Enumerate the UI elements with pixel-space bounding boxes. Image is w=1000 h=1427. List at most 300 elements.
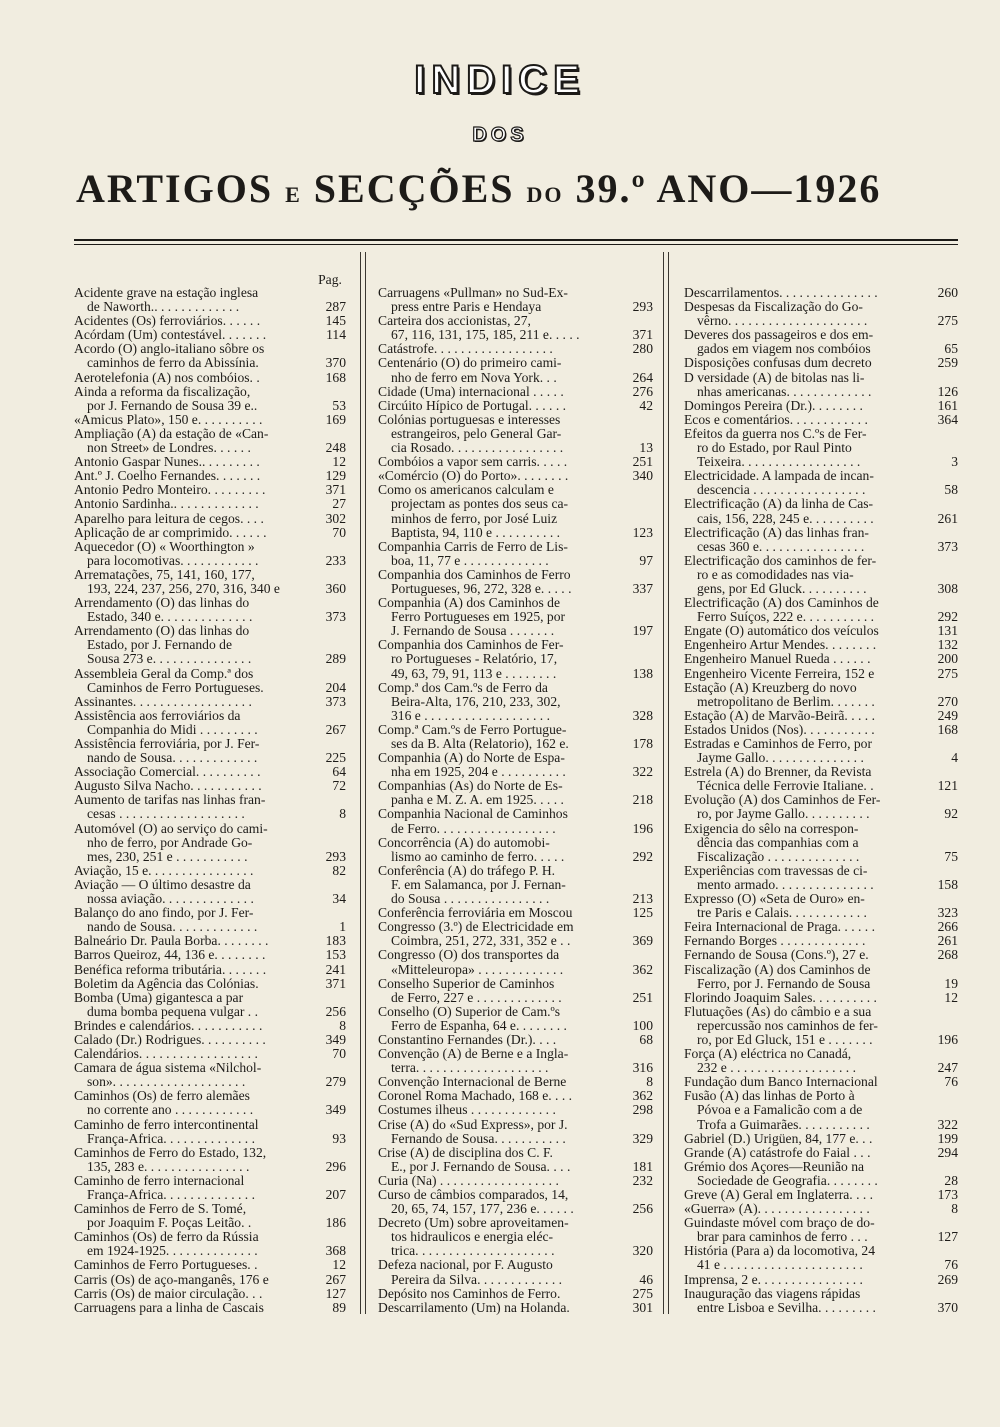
index-entry [378,1075,653,1089]
entry-title [378,864,619,906]
index-entry [74,596,346,624]
entry-line: Fernando de Sousa (Cons.º), 27 e. [684,947,869,963]
index-entry [378,568,653,596]
entry-title [684,934,924,948]
entry-title [74,864,312,878]
entry-page-number: 127 [325,1285,346,1301]
heading-artigos: ARTIGOS [76,166,274,211]
entry-line: Acordo (O) anglo-italiano sôbre os [74,341,265,357]
entry-title [378,1146,619,1174]
entry-page-number: 267 [325,1271,346,1287]
index-entry [684,526,958,554]
entry-line: D versidade (A) de bitolas nas li- [684,369,865,385]
entry-page-number: 114 [326,327,346,343]
entry-title [684,723,924,737]
entry-title [74,977,312,991]
entry-line: Barros Queiroz, 44, 136 e. . . . . . . . [74,947,266,963]
entry-line: Cidade (Uma) internacional . . . . . [378,383,564,399]
index-entry [378,1146,653,1174]
index-entry [378,356,653,384]
entry-line: ro do Estado, por Raul Pinto [697,440,852,456]
entry-page-number: 268 [937,947,958,963]
entry-line: Crise (A) do «Sud Express», por J. [378,1116,568,1132]
entry-title [74,596,312,624]
entry-line: Bomba (Uma) gigantesca a par [74,989,244,1005]
entry-title [684,596,924,624]
index-entry [74,779,346,793]
entry-line: Greve (A) Geral em Inglaterra. . . . [684,1187,874,1202]
entry-page-number: 316 [632,1060,653,1076]
entry-line: Aumento de tarifas nas linhas fran- [74,792,266,808]
entry-title [684,399,924,413]
entry-title [74,737,312,765]
entry-page-number: 168 [325,369,346,385]
entry-line: Engate (O) automático dos veículos [684,623,879,639]
entry-line: Companhia Nacional de Caminhos [378,806,568,822]
index-entry [378,1188,653,1216]
entry-line: de Naworth.. . . . . . . . . . . . . [87,299,240,315]
entry-page-number: 364 [937,411,958,427]
entry-title [74,1287,312,1301]
entry-line: Domingos Pereira (Dr.). . . . . . . . [684,397,863,413]
entry-title [378,1118,619,1146]
entry-line: Electricidade. A lampada de incan- [684,468,874,484]
entry-line: Costumes ilheus . . . . . . . . . . . . . [378,1102,556,1118]
entry-page-number: 275 [937,665,958,681]
entry-title [74,469,312,483]
entry-title [74,1301,312,1315]
entry-title [684,1216,924,1244]
entry-title [74,1061,312,1089]
entry-title [74,526,312,540]
entry-page-number: 138 [632,665,653,681]
entry-line: metropolitano de Berlim. . . . . . . [697,693,875,709]
entry-page-number: 131 [937,623,958,639]
entry-page-number: 373 [325,693,346,709]
entry-title [684,624,924,638]
index-entry [684,596,958,624]
entry-page-number: 371 [325,482,346,498]
entry-line: Convenção (A) de Berne e a Ingla- [378,1046,569,1062]
entry-page-number: 322 [632,764,653,780]
entry-line: Ferro de Espanha, 64 e. . . . . . . . [391,1017,567,1033]
entry-line: Engenheiro Vicente Ferreira, 152 e [684,665,875,681]
entry-title [74,286,312,314]
entry-title [378,906,619,920]
entry-line: projectam as pontes dos seus ca- [391,496,569,512]
entry-line: Electrificação (A) dos Caminhos de [684,595,879,611]
entry-title [378,1089,619,1103]
entry-title [378,342,619,356]
entry-line: Ant.º J. Coelho Fernandes. . . . . . . [74,468,261,484]
entry-title [684,526,924,554]
entry-line: Aviação, 15 e. . . . . . . . . . . . . . . . [74,862,254,878]
entry-line: Inauguração das viagens rápidas [684,1285,861,1301]
entry-line: Camara de água sistema «Nilchol- [74,1060,262,1076]
entry-line: Evolução (A) dos Caminhos de Fer- [684,792,881,808]
entry-title [684,413,924,427]
entry-title [74,624,312,666]
entry-title [684,356,924,370]
index-entry [684,681,958,709]
index-entry [378,864,653,906]
entry-line: Acidente grave na estação inglesa [74,285,259,300]
entry-page-number: 256 [325,1003,346,1019]
entry-line: Imprensa, 2 e. . . . . . . . . . . . . . . . [684,1271,863,1287]
entry-line: trica. . . . . . . . . . . . . . . . . . . . . [391,1243,555,1259]
entry-title [74,1258,312,1272]
entry-line: nho de ferro, por Andrade Go- [87,834,253,850]
entry-page-number: 173 [937,1187,958,1202]
entry-line: 41 e . . . . . . . . . . . . . . . . . . . . . [697,1257,863,1273]
entry-line: Carris (Os) de aço-manganês, 176 e [74,1271,269,1287]
entry-line: Curia (Na) . . . . . . . . . . . . . . . . . . [378,1172,559,1188]
index-entry [684,822,958,864]
index-entry [74,793,346,821]
index-entry [684,1273,958,1287]
entry-line: «Mitteleuropa» . . . . . . . . . . . . . [391,961,564,977]
index-entry [684,371,958,399]
entry-page-number: 70 [332,524,346,540]
entry-title [378,413,619,455]
entry-line: nho de ferro em Nova York. . . [391,369,557,385]
entry-title [684,371,924,399]
entry-title [378,1216,619,1258]
entry-page-number: 373 [325,609,346,625]
entry-line: Companhia dos Caminhos de Fer- [378,637,564,653]
entry-title [684,300,924,328]
index-column-1 [74,286,346,1315]
entry-line: terra. . . . . . . . . . . . . . . . . . . . [391,1060,549,1076]
entry-page-number: 323 [937,905,958,921]
entry-page-number: 4 [951,750,958,766]
entry-title [74,709,312,737]
entry-line: cais, 156, 228, 245 e. . . . . . . . . . [697,510,874,526]
entry-title [378,807,619,835]
header-rule-thin [74,244,958,245]
entry-line: J. Fernando de Sousa . . . . . . . [391,623,555,639]
entry-title [378,920,619,948]
index-entry [378,1033,653,1047]
entry-title [378,540,619,568]
entry-title [684,652,924,666]
index-entry [74,1146,346,1174]
entry-title [378,385,619,399]
entry-line: nha em 1925, 204 e . . . . . . . . . . [391,764,566,780]
entry-line: «Guerra» (A). . . . . . . . . . . . . . . . . [684,1201,870,1217]
entry-page-number: 89 [332,1299,346,1315]
entry-page-number: 308 [937,580,958,596]
entry-line: Comp.ª dos Cam.ºs de Ferro da [378,679,548,695]
entry-title [378,1258,619,1286]
entry-line: «Comércio (O) do Porto». . . . . . . . [378,468,569,484]
entry-title [684,328,924,356]
entry-page-number: 362 [632,1088,653,1104]
entry-title [378,638,619,680]
entry-title [684,709,924,723]
entry-title [74,765,312,779]
entry-title [378,1033,619,1047]
entry-page-number: 287 [325,299,346,315]
entry-page-number: 276 [632,383,653,399]
index-entry [74,709,346,737]
entry-page-number: 251 [632,454,653,470]
entry-title [378,286,619,314]
entry-title [74,793,312,821]
entry-title [74,991,312,1019]
entry-title [74,413,312,427]
entry-line: Companhia (A) dos Caminhos de [378,595,560,611]
entry-line: Arrendamento (O) das linhas do [74,623,250,639]
entry-page-number: 213 [632,891,653,907]
entry-line: do Sousa . . . . . . . . . . . . . . . . [391,891,550,907]
entry-title [74,385,312,413]
entry-title [74,455,312,469]
entry-page-number: 181 [632,1158,653,1174]
entry-line: Calendários. . . . . . . . . . . . . . . . . . [74,1046,258,1062]
index-entry [684,1216,958,1244]
index-entry [684,286,958,300]
entry-title [684,554,924,596]
entry-title [684,864,924,892]
entry-line: História (Para a) da locomotiva, 24 [684,1243,876,1259]
index-entry [378,1301,653,1315]
entry-line: Aerotelefonia (A) nos combóios. . [74,369,260,385]
entry-line: F. em Salamanca, por J. Fernan- [391,876,566,892]
entry-title [74,934,312,948]
entry-page-number: 65 [944,341,958,357]
index-entry [74,977,346,991]
entry-line: Força (A) eléctrica no Canadá, [684,1046,852,1062]
entry-line: press entre Paris e Hendaya [391,299,542,315]
index-entry [684,554,958,596]
entry-page-number: 100 [632,1017,653,1033]
entry-line: Electrificação (A) das linhas fran- [684,524,869,540]
entry-line: Depósito nos Caminhos de Ferro. [378,1285,561,1301]
index-entry [684,1075,958,1089]
index-entry [378,920,653,948]
entry-page-number: 1 [339,919,346,935]
index-entry [684,1047,958,1075]
entry-title [378,1075,619,1089]
entry-page-number: 132 [937,637,958,653]
index-entry [378,342,653,356]
entry-title [684,1188,924,1202]
entry-title [378,1287,619,1301]
entry-line: non Street» de Londres. . . . . . [87,440,251,456]
entry-title [684,1202,924,1216]
entry-line: duma bomba pequena vulgar . . [87,1003,259,1019]
entry-line: Balanço do ano findo, por J. Fer- [74,905,254,921]
entry-line: Associação Comercial. . . . . . . . . . [74,764,261,780]
entry-line: Antonio Sardinha.. . . . . . . . . . . . . [74,496,259,512]
entry-line: Acórdam (Um) contestável. . . . . . . [74,327,267,343]
entry-line: Despesas da Fiscalização do Go- [684,299,863,315]
entry-page-number: 161 [937,397,958,413]
entry-title [74,371,312,385]
index-entry [684,948,958,962]
index-entry [74,455,346,469]
index-entry [378,751,653,779]
entry-line: caminhos de ferro da Abissínia. [87,355,259,371]
entry-title [684,1047,924,1075]
index-entry [378,469,653,483]
entry-line: Convenção Internacional de Berne [378,1074,567,1090]
entry-title [74,963,312,977]
entry-title [378,469,619,483]
entry-line: ro, por Jayme Gallo. . . . . . . . . . [697,806,870,822]
entry-line: Curso de câmbios comparados, 14, [378,1187,569,1202]
entry-page-number: 329 [632,1130,653,1146]
entry-title [74,906,312,934]
entry-line: dência das companhias com a [697,834,859,850]
entry-line: Conselho (O) Superior de Cam.ºs [378,1003,561,1019]
index-entry [74,695,346,709]
index-entry [74,1061,346,1089]
index-entry [378,836,653,864]
entry-page-number: 218 [632,792,653,808]
entry-title [74,948,312,962]
index-entry [378,314,653,342]
entry-page-number: 296 [325,1158,346,1174]
index-entry [378,1005,653,1033]
entry-page-number: 183 [325,933,346,949]
index-entry [74,737,346,765]
entry-line: Antonio Pedro Monteiro. . . . . . . . . [74,482,266,498]
entry-line: Companhia do Midi . . . . . . . . . [87,721,258,737]
entry-line: 20, 65, 74, 157, 177, 236 e. . . . . . [391,1201,574,1217]
entry-page-number: 58 [944,482,958,498]
index-entry [378,1103,653,1117]
index-entry [74,1202,346,1230]
index-entry [74,1301,346,1315]
index-entry [378,1174,653,1188]
index-title: INDICE [414,58,586,102]
entry-page-number: 12 [332,1257,346,1273]
entry-title [684,1244,924,1272]
entry-page-number: 97 [639,552,653,568]
entry-page-number: 53 [332,397,346,413]
entry-line: 135, 283 e. . . . . . . . . . . . . . . . [87,1158,250,1174]
index-entry [378,286,653,314]
entry-title [378,455,619,469]
entry-page-number: 204 [325,679,346,695]
entry-page-number: 248 [325,440,346,456]
entry-title [378,1103,619,1117]
index-entry [684,1202,958,1216]
entry-title [74,1047,312,1061]
entry-line: Congresso (3.º) de Electricidade em [378,919,574,935]
index-entry [74,314,346,328]
entry-page-number: 320 [632,1243,653,1259]
entry-page-number: 232 [632,1172,653,1188]
entry-line: Estradas e Caminhos de Ferro, por [684,736,873,751]
entry-title [684,1287,924,1315]
entry-title [378,596,619,638]
index-entry [684,991,958,1005]
entry-line: gens, por Ed Gluck. . . . . . . . . . [697,580,867,596]
entry-line: Teixeira. . . . . . . . . . . . . . . . . . [697,454,861,470]
entry-title [74,1019,312,1033]
index-entry [74,1174,346,1202]
index-entry [74,906,346,934]
entry-page-number: 293 [325,848,346,864]
entry-page-number: 125 [632,905,653,921]
entry-line: nando de Sousa. . . . . . . . . . . . . [87,919,258,935]
entry-title [378,314,619,342]
entry-page-number: 241 [325,961,346,977]
entry-page-number: 225 [325,750,346,766]
index-entry [378,483,653,539]
entry-line: Grande (A) catástrofe do Faial . . . [684,1144,871,1160]
entry-line: Estado, por J. Fernando de [87,637,232,653]
entry-page-number: 261 [937,933,958,949]
entry-page-number: 301 [632,1299,653,1315]
index-entry [378,906,653,920]
header-rule [74,239,958,241]
entry-line: Calado (Dr.) Rodrigues. . . . . . . . . . [74,1031,266,1047]
entry-title [684,427,924,469]
index-entry [74,1019,346,1033]
index-entry [684,356,958,370]
entry-line: Exigencia do sêlo na correspon- [684,820,859,836]
index-entry [74,427,346,455]
entry-line: Automóvel (O) ao serviço do cami- [74,820,268,836]
entry-page-number: 298 [632,1102,653,1118]
entry-page-number: 247 [937,1060,958,1076]
entry-line: Caminhos (Os) de ferro da Rússia [74,1229,259,1245]
entry-line: 49, 63, 79, 91, 113 e . . . . . . . . [391,665,557,681]
entry-line: Comp.ª Cam.ºs de Ferro Portugue- [378,721,567,737]
index-entry [378,596,653,638]
entry-page-number: 349 [325,1102,346,1118]
entry-line: Fiscalização . . . . . . . . . . . . . . [697,848,860,864]
entry-line: nando de Sousa. . . . . . . . . . . . . [87,750,258,766]
entry-line: Engenheiro Manuel Rueda . . . . . . [684,651,871,667]
heading-e: E [285,182,302,207]
entry-line: Póvoa e a Famalicão com a de [697,1102,863,1118]
entry-line: Assinantes. . . . . . . . . . . . . . . . . . [74,693,252,709]
entry-line: por J. Fernando de Sousa 39 e.. [87,397,258,413]
entry-page-number: 93 [332,1130,346,1146]
entry-title [74,568,312,596]
entry-page-number: 292 [937,609,958,625]
entry-title [378,483,619,539]
index-entry [378,1258,653,1286]
entry-line: Guindaste móvel com braço de do- [684,1215,875,1231]
entry-line: Arrendamento (O) das linhas do [74,595,250,611]
index-entry [684,399,958,413]
entry-line: Disposições confusas dum decreto [684,355,872,371]
entry-line: Carruagens para a linha de Cascais [74,1299,264,1315]
entry-page-number: 337 [632,580,653,596]
index-entry [74,991,346,1019]
entry-title [74,314,312,328]
entry-line: Engenheiro Artur Mendes. . . . . . . . [684,637,877,653]
entry-title [74,1174,312,1202]
entry-line: Aviação — O último desastre da [74,876,251,892]
entry-line: Companhia dos Caminhos de Ferro [378,566,571,582]
index-entry [684,624,958,638]
entry-page-number: 373 [937,538,958,554]
index-entry [684,920,958,934]
entry-line: cesas . . . . . . . . . . . . . . . . . . . [87,806,245,822]
index-entry [684,1005,958,1047]
index-entry [378,385,653,399]
entry-page-number: 293 [632,299,653,315]
index-entry [74,1033,346,1047]
entry-page-number: 349 [325,1031,346,1047]
